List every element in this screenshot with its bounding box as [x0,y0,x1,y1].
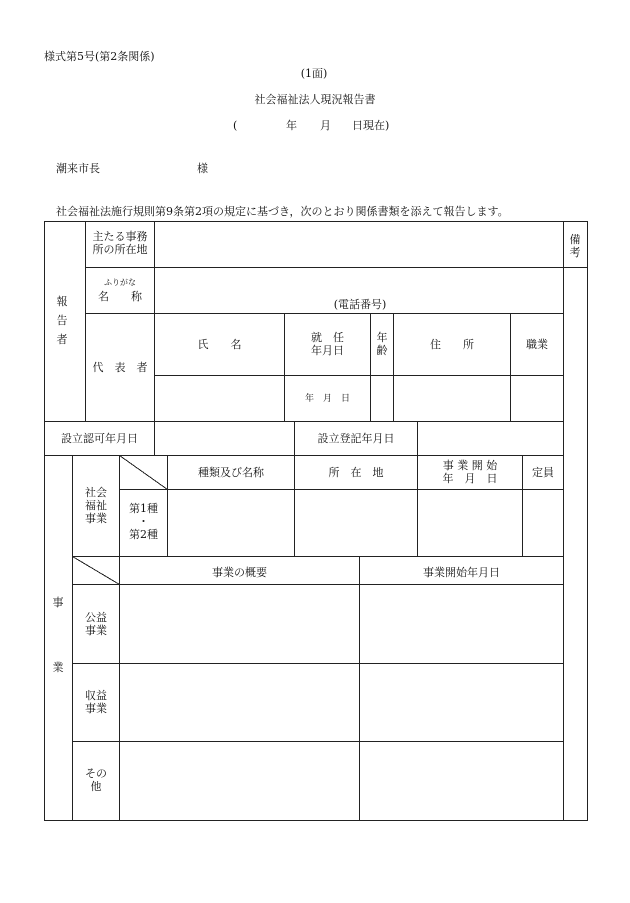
office-address-field[interactable] [155,222,563,267]
business-section-label: 事 業 [52,596,64,674]
corporation-name-label: 名 称 [98,290,142,303]
col-kind-name: 種類及び名称 [198,466,264,479]
furigana-label: ふりがな [104,278,136,287]
other-business-label: その 他 [85,767,107,793]
approval-date-field[interactable] [155,422,294,455]
col-name: 氏 名 [197,338,242,351]
diagonal-other [73,557,120,585]
col-occupation: 職業 [526,338,548,351]
profit-business-label: 収益 事業 [85,689,107,715]
office-address-label: 主たる事務 所の所在地 [92,230,148,256]
intro-text: 社会福祉法施行規則第9条第2項の規定に基づき，次のとおり関係書類を添えて報告します。 [56,205,509,218]
date-open-paren: ( [233,119,238,132]
corporation-name-field[interactable] [155,268,563,313]
addressee: 潮来市長 [56,162,100,175]
col-business-start: 事 業 開 始 年 月 日 [442,459,498,485]
col-start-date: 事業開始年月日 [423,566,500,579]
approval-date-label: 設立認可年月日 [61,432,138,445]
page-number: (1面) [300,67,328,80]
phone-number-label: (電話番号) [333,298,387,311]
date-month-label: 月 [320,119,331,132]
document-title: 社会福祉法人現況報告書 [254,93,376,106]
welfare-type-label: 第1種 ・ 第2種 [129,502,158,541]
representative-occupation-field[interactable] [511,376,563,421]
col-age: 年 齢 [376,331,388,357]
welfare-business-label: 社会 福祉 事業 [85,486,107,525]
col-location: 所 在 地 [328,466,384,479]
reporter-section-label: 報 告 者 [56,295,68,346]
diagonal-kind [120,456,168,490]
public-business-label: 公益 事業 [85,611,107,637]
representative-label: 代 表 者 [92,361,148,374]
honorific: 様 [197,162,208,175]
remarks-label: 備 考 [569,233,581,259]
appointed-date-placeholder: 年 月 日 [304,394,350,404]
registration-date-label: 設立登記年月日 [317,432,395,445]
col-appointed: 就 任 年月日 [311,331,344,357]
representative-address-field[interactable] [394,376,510,421]
representative-age-field[interactable] [371,376,393,421]
date-day-label: 日現在) [352,119,390,132]
representative-name-field[interactable] [155,376,284,421]
form-number-label: 様式第5号(第2条関係) [44,50,155,63]
date-year-label: 年 [286,119,297,132]
col-overview: 事業の概要 [212,566,267,579]
col-address: 住 所 [430,338,474,351]
registration-date-field[interactable] [418,422,563,455]
remarks-field[interactable] [564,268,587,820]
col-capacity: 定員 [532,466,554,479]
